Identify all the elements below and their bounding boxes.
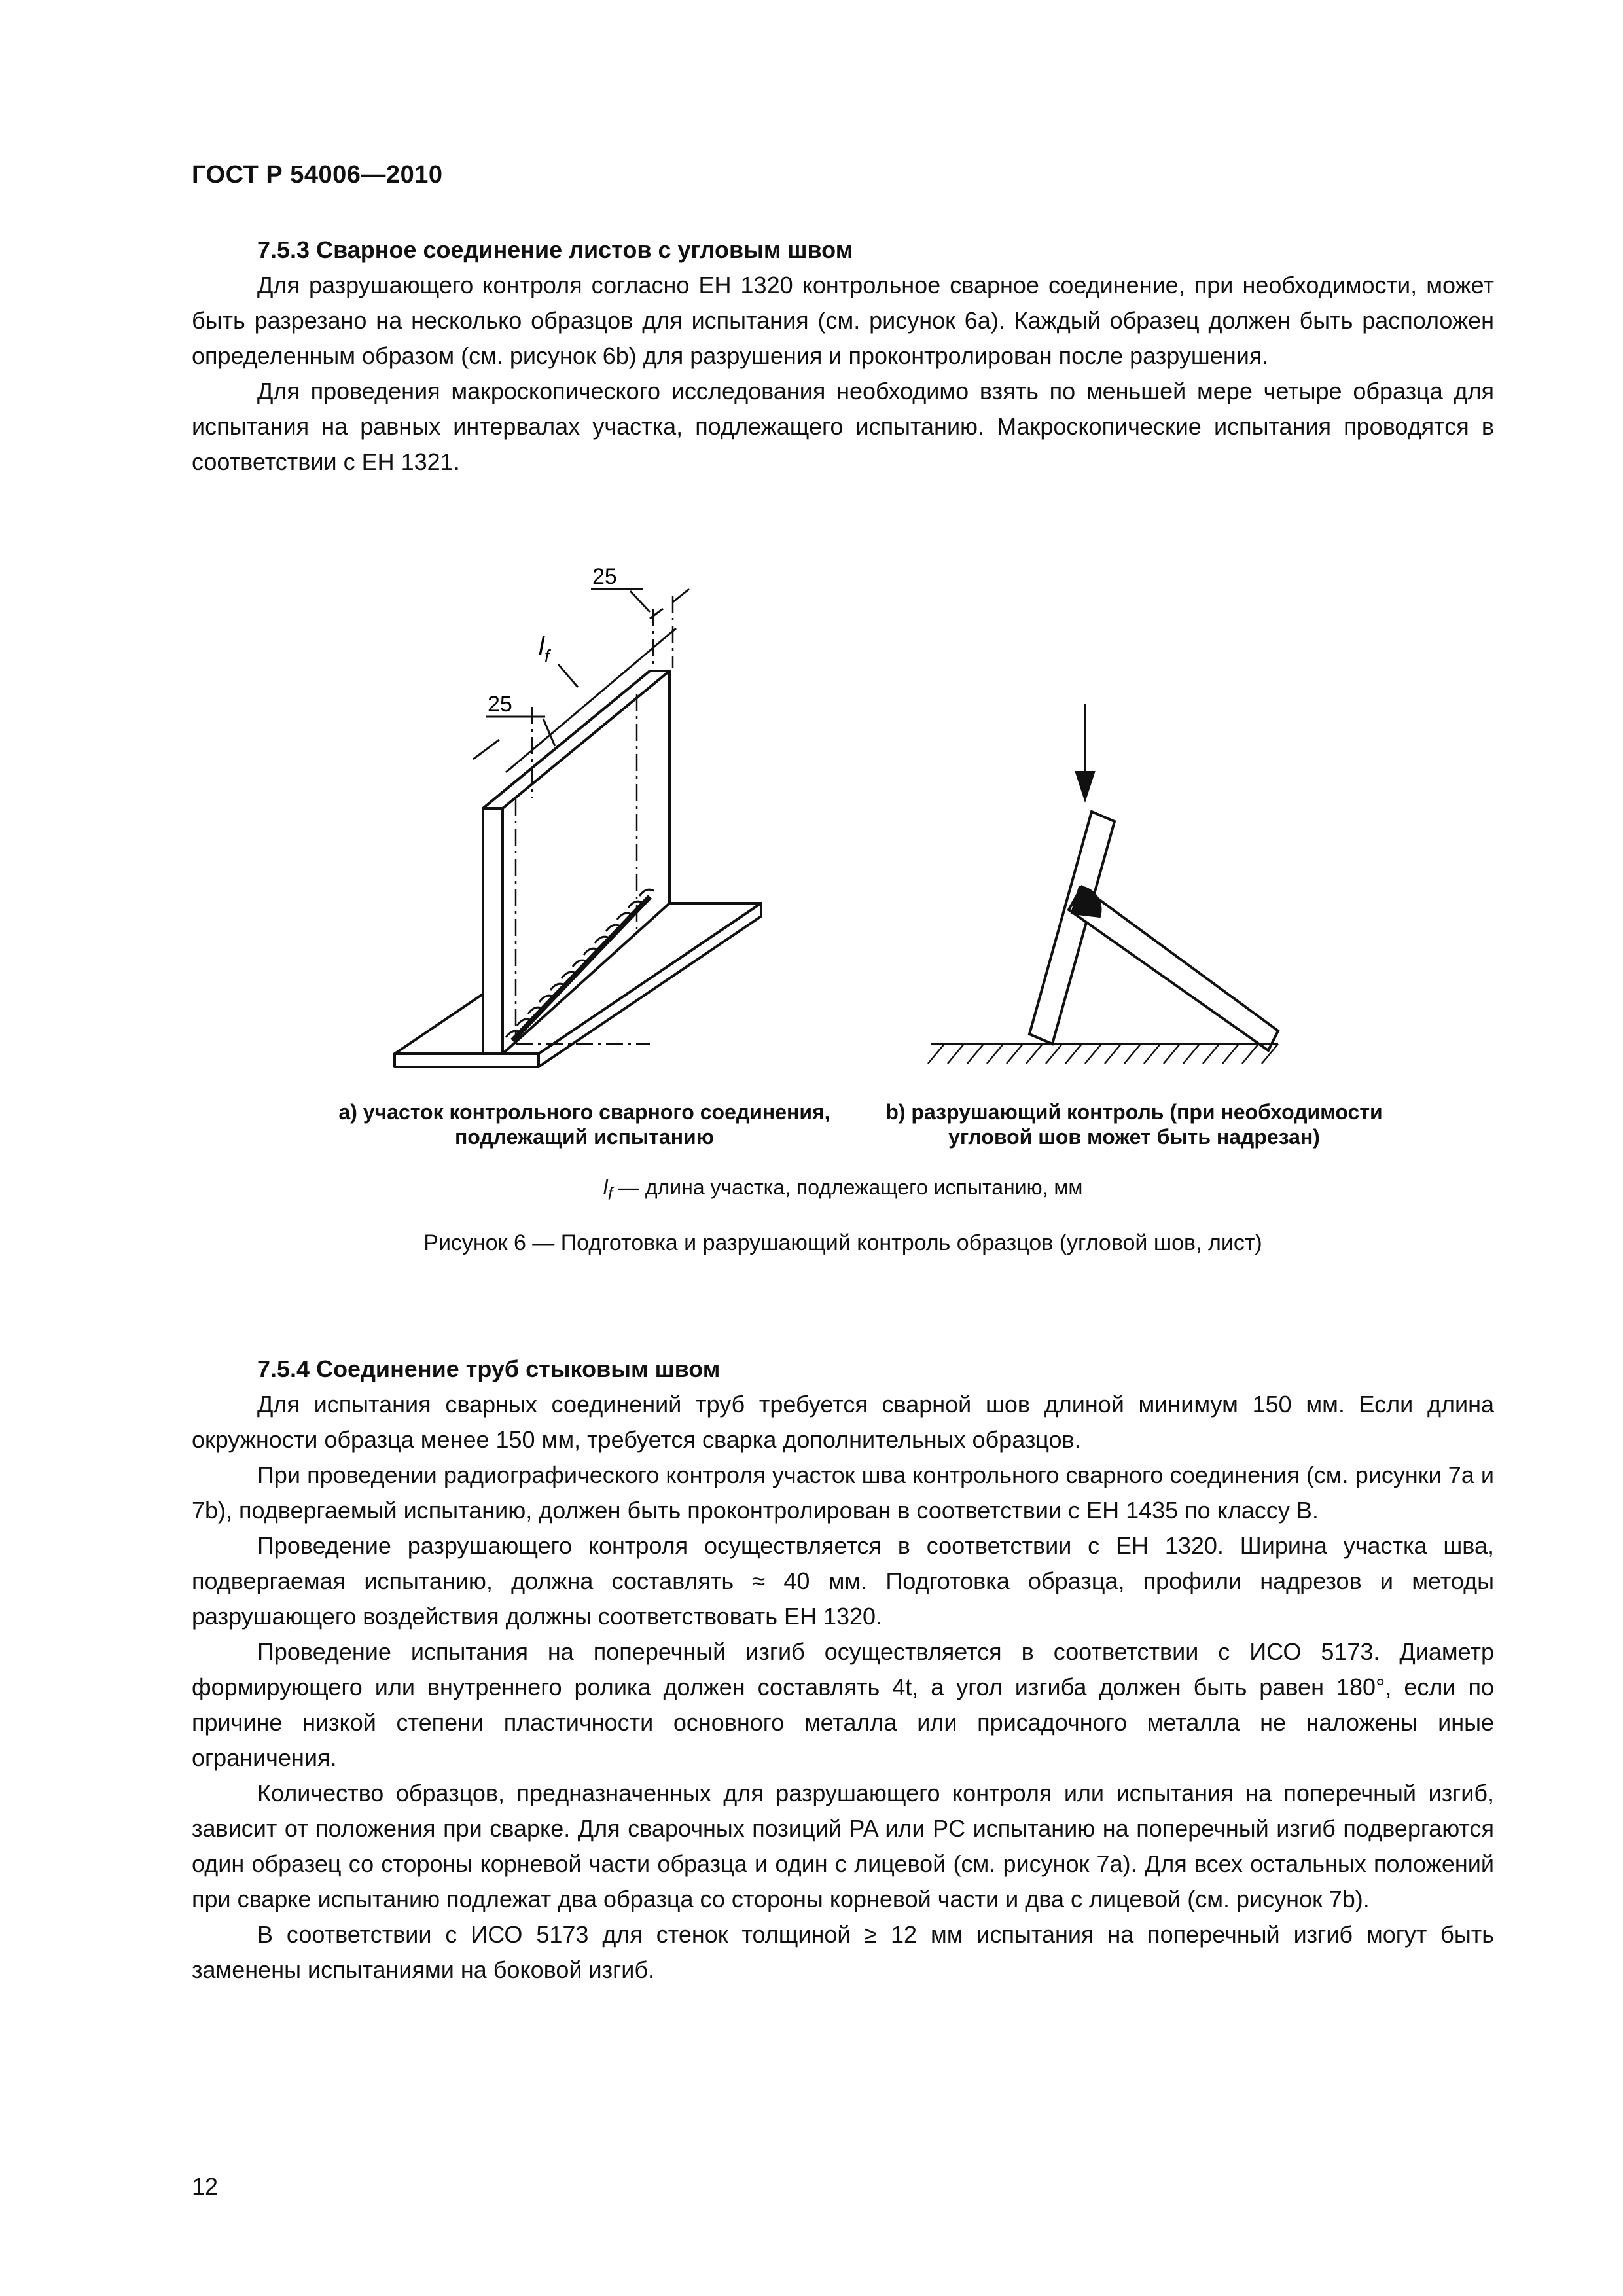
dimension-lf: $l_f$ [539, 632, 550, 666]
section-title: 7.5.3 Сварное соединение листов с угловым швом [257, 236, 853, 263]
paragraph: При проведении радиографического контроля участок шва контрольного сварного соединения (см. рисунки 7а и 7b), подвергаемый испытанию, должен быть проконтролирован в соответствии с ЕН 1435 по классу В. [192, 1462, 1494, 1524]
figure-6-drawing [192, 556, 1494, 1093]
figure-caption-b: b) разрушающий контроль (при необходимости угловой шов может быть надрезан) [885, 1100, 1383, 1149]
paragraph: Для проведения макроскопического исследования необходимо взять по меньшей мере четыре образца для испытания на равных интервалах участка, подлежащего испытанию. Макроскопические испытания проводятся в соответствии с ЕН 1321. [192, 378, 1494, 475]
legend-symbol: l [603, 1175, 608, 1199]
paragraph: Для испытания сварных соединений труб требуется сварной шов длиной минимум 150 мм. Если длина окружности образца менее 150 мм, требуется сварка дополнительных образцов. [192, 1391, 1494, 1453]
dimension-25-top: 25 [592, 564, 617, 589]
section-7-5-4 [192, 1352, 1494, 1988]
section-7-5-3 [192, 232, 1494, 480]
paragraph: Для разрушающего контроля согласно ЕН 1320 контрольное сварное соединение, при необходимости, может быть разрезано на несколько образцов для испытания (см. рисунок 6а). Каждый образец должен быть расположен определенным образом (см. рисунок 6b) для разрушения и проконтролирован после разрушения. [192, 272, 1494, 369]
figure-legend [192, 1175, 1494, 1204]
legend-text: — длина участка, подлежащего испытанию, мм [613, 1175, 1083, 1199]
document-code: ГОСТ Р 54006—2010 [192, 161, 443, 188]
paragraph: Проведение разрушающего контроля осуществляется в соответствии с ЕН 1320. Ширина участка шва, подвергаемая испытанию, должна составлять ≈ 40 мм. Подготовка образца, профили надрезов и методы разрушающего воздействия должны соответствовать ЕН 1320. [192, 1532, 1494, 1630]
paragraph: В соответствии с ИСО 5173 для стенок толщиной ≥ 12 мм испытания на поперечный изгиб могут быть заменены испытаниями на боковой изгиб. [192, 1921, 1494, 1983]
base-plate-front [395, 1054, 539, 1067]
bend-test-diagram [928, 704, 1278, 1064]
figure-6 [192, 556, 1494, 1289]
paragraph: Проведение испытания на поперечный изгиб осуществляется в соответствии с ИСО 5173. Диаметр формирующего или внутреннего ролика должен составлять 4t, а угол изгиба должен быть равен 180°, если по причине низкой степени пластичности основного металла или присадочного металла не наложены иные ограничения. [192, 1638, 1494, 1771]
legend-subscript: f [607, 1183, 613, 1204]
dimension-25-left: 25 [488, 692, 512, 717]
figure-title: Рисунок 6 — Подготовка и разрушающий контроль образцов (угловой шов, лист) [423, 1230, 1262, 1255]
page-number: 12 [192, 2173, 219, 2200]
section-title: 7.5.4 Соединение труб стыковым швом [257, 1355, 721, 1382]
web-plate-front [483, 808, 503, 1054]
paragraph: Количество образцов, предназначенных для разрушающего контроля или испытания на поперечный изгиб, зависит от положения при сварке. Для сварочных позиций PA или PC испытанию на поперечный изгиб подвергаются один образец со стороны корневой части образца и один с лицевой (см. рисунок 7а). Для всех остальных положений при сварке испытанию подлежат два образца со стороны корневой части и два с лицевой (см. рисунок 7b). [192, 1780, 1494, 1912]
figure-caption-a: а) участок контрольного сварного соединения, подлежащий испытанию [338, 1100, 830, 1149]
